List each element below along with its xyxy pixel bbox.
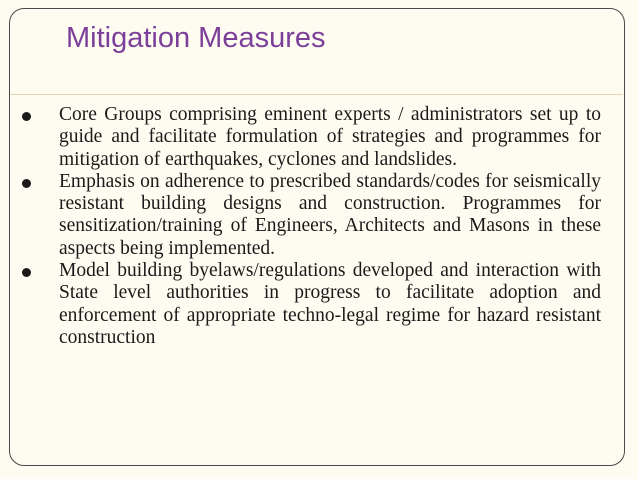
- slide-title: Mitigation Measures: [66, 22, 326, 54]
- bullet-item: [16, 104, 601, 171]
- title-divider: [10, 94, 623, 95]
- bullet-text: Core Groups comprising eminent experts / administrators set up to guide and facilitate formulation of strategies and programmes for mitigation of earthquakes, cyclones and landslides.: [59, 104, 601, 170]
- bullet-item: [16, 171, 601, 260]
- bullet-list: [16, 104, 601, 349]
- bullet-dot-icon: [22, 179, 31, 188]
- bullet-text: Model building byelaws/regulations developed and interaction with State level authorities in progress to facilitate adoption and enforcement of appropriate techno-legal regime for hazard resistant construction: [59, 260, 601, 348]
- bullet-dot-icon: [22, 112, 31, 121]
- bullet-dot-icon: [22, 268, 31, 277]
- bullet-text: Emphasis on adherence to prescribed standards/codes for seismically resistant building designs and construction. Programmes for sensitization/training of Engineers, Architects and Masons in these aspects being implemented.: [59, 170, 601, 259]
- bullet-item: [16, 260, 601, 349]
